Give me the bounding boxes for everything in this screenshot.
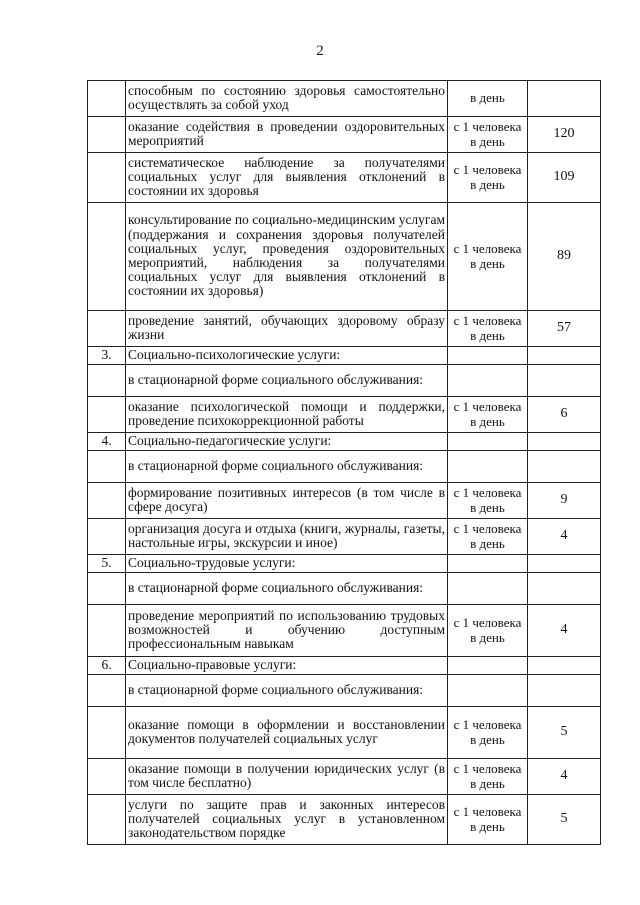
service-description: организация досуга и отдыха (книги, журналы, газеты, настольные игры, экскурсии и иное) [126, 519, 448, 555]
row-number [88, 573, 126, 605]
row-number [88, 483, 126, 519]
row-number [88, 81, 126, 117]
table-row [88, 795, 601, 845]
table-row [88, 117, 601, 153]
service-value: 9 [528, 483, 601, 519]
service-value: 57 [528, 311, 601, 347]
service-value: 120 [528, 117, 601, 153]
service-description: оказание содействия в проведении оздоровительных мероприятий [126, 117, 448, 153]
service-description: оказание помощи в оформлении и восстановлении документов получателей социальных услуг [126, 707, 448, 759]
unit-of-measure: с 1 человека в день [448, 795, 528, 845]
service-value: 5 [528, 795, 601, 845]
row-number [88, 759, 126, 795]
row-number: 4. [88, 433, 126, 451]
service-description: формирование позитивных интересов (в том числе в сфере досуга) [126, 483, 448, 519]
table-row [88, 605, 601, 657]
service-description: в стационарной форме социального обслуживания: [126, 451, 448, 483]
unit-of-measure: с 1 человека в день [448, 707, 528, 759]
unit-of-measure: с 1 человека в день [448, 311, 528, 347]
row-number [88, 675, 126, 707]
table-row [88, 203, 601, 311]
service-value [528, 365, 601, 397]
service-description: Социально-психологические услуги: [126, 347, 448, 365]
unit-of-measure [448, 433, 528, 451]
row-number: 3. [88, 347, 126, 365]
table-row [88, 573, 601, 605]
service-description: систематическое наблюдение за получателями социальных услуг для выявления отклонений в состоянии их здоровья [126, 153, 448, 203]
page-number: 2 [316, 43, 324, 59]
service-value: 4 [528, 605, 601, 657]
service-description: Социально-правовые услуги: [126, 657, 448, 675]
service-value: 4 [528, 759, 601, 795]
service-description: способным по состоянию здоровья самостоятельно осуществлять за собой уход [126, 81, 448, 117]
service-value [528, 81, 601, 117]
row-number [88, 451, 126, 483]
service-value: 89 [528, 203, 601, 311]
unit-of-measure [448, 573, 528, 605]
unit-of-measure: с 1 человека в день [448, 203, 528, 311]
unit-of-measure: с 1 человека в день [448, 153, 528, 203]
service-value [528, 675, 601, 707]
table-row [88, 451, 601, 483]
service-description: в стационарной форме социального обслуживания: [126, 573, 448, 605]
unit-of-measure [448, 365, 528, 397]
service-description: в стационарной форме социального обслуживания: [126, 365, 448, 397]
unit-of-measure [448, 347, 528, 365]
service-value [528, 573, 601, 605]
row-number [88, 519, 126, 555]
row-number [88, 203, 126, 311]
table-row [88, 311, 601, 347]
section-row [88, 433, 601, 451]
service-value [528, 433, 601, 451]
unit-of-measure [448, 657, 528, 675]
section-row [88, 657, 601, 675]
unit-of-measure: в день [448, 81, 528, 117]
row-number [88, 397, 126, 433]
service-description: оказание психологической помощи и поддержки, проведение психокоррекционной работы [126, 397, 448, 433]
unit-of-measure [448, 555, 528, 573]
unit-of-measure: с 1 человека в день [448, 117, 528, 153]
service-description: проведение мероприятий по использованию трудовых возможностей и обучению доступным профессиональным навыкам [126, 605, 448, 657]
service-value: 5 [528, 707, 601, 759]
table-row [88, 519, 601, 555]
row-number: 5. [88, 555, 126, 573]
service-description: в стационарной форме социального обслуживания: [126, 675, 448, 707]
section-row [88, 347, 601, 365]
unit-of-measure: с 1 человека в день [448, 519, 528, 555]
table-row [88, 397, 601, 433]
services-table [87, 80, 601, 845]
service-description: услуги по защите прав и законных интересов получателей социальных услуг в установленном законодательством порядке [126, 795, 448, 845]
table-row [88, 707, 601, 759]
service-value: 109 [528, 153, 601, 203]
unit-of-measure: с 1 человека в день [448, 397, 528, 433]
service-description: оказание помощи в получении юридических услуг (в том числе бесплатно) [126, 759, 448, 795]
unit-of-measure: с 1 человека в день [448, 605, 528, 657]
row-number [88, 605, 126, 657]
services-table-body [88, 81, 601, 845]
service-value: 4 [528, 519, 601, 555]
unit-of-measure [448, 451, 528, 483]
service-description: проведение занятий, обучающих здоровому образу жизни [126, 311, 448, 347]
row-number [88, 795, 126, 845]
service-description: Социально-педагогические услуги: [126, 433, 448, 451]
service-description: консультирование по социально-медицинским услугам (поддержания и сохранения здоровья получателей социальных услуг, проведения оздоровительных мероприятий, наблюдения за получателями социальных услуг для выявления отклонений в состоянии их здоровья) [126, 203, 448, 311]
unit-of-measure [448, 675, 528, 707]
unit-of-measure: с 1 человека в день [448, 759, 528, 795]
service-value: 6 [528, 397, 601, 433]
row-number [88, 153, 126, 203]
row-number [88, 117, 126, 153]
service-value [528, 451, 601, 483]
section-row [88, 555, 601, 573]
unit-of-measure: с 1 человека в день [448, 483, 528, 519]
table-row [88, 759, 601, 795]
table-row [88, 483, 601, 519]
service-description: Социально-трудовые услуги: [126, 555, 448, 573]
service-value [528, 657, 601, 675]
table-row [88, 153, 601, 203]
row-number: 6. [88, 657, 126, 675]
service-value [528, 347, 601, 365]
table-row [88, 365, 601, 397]
table-row [88, 675, 601, 707]
row-number [88, 707, 126, 759]
service-value [528, 555, 601, 573]
table-row [88, 81, 601, 117]
row-number [88, 365, 126, 397]
row-number [88, 311, 126, 347]
